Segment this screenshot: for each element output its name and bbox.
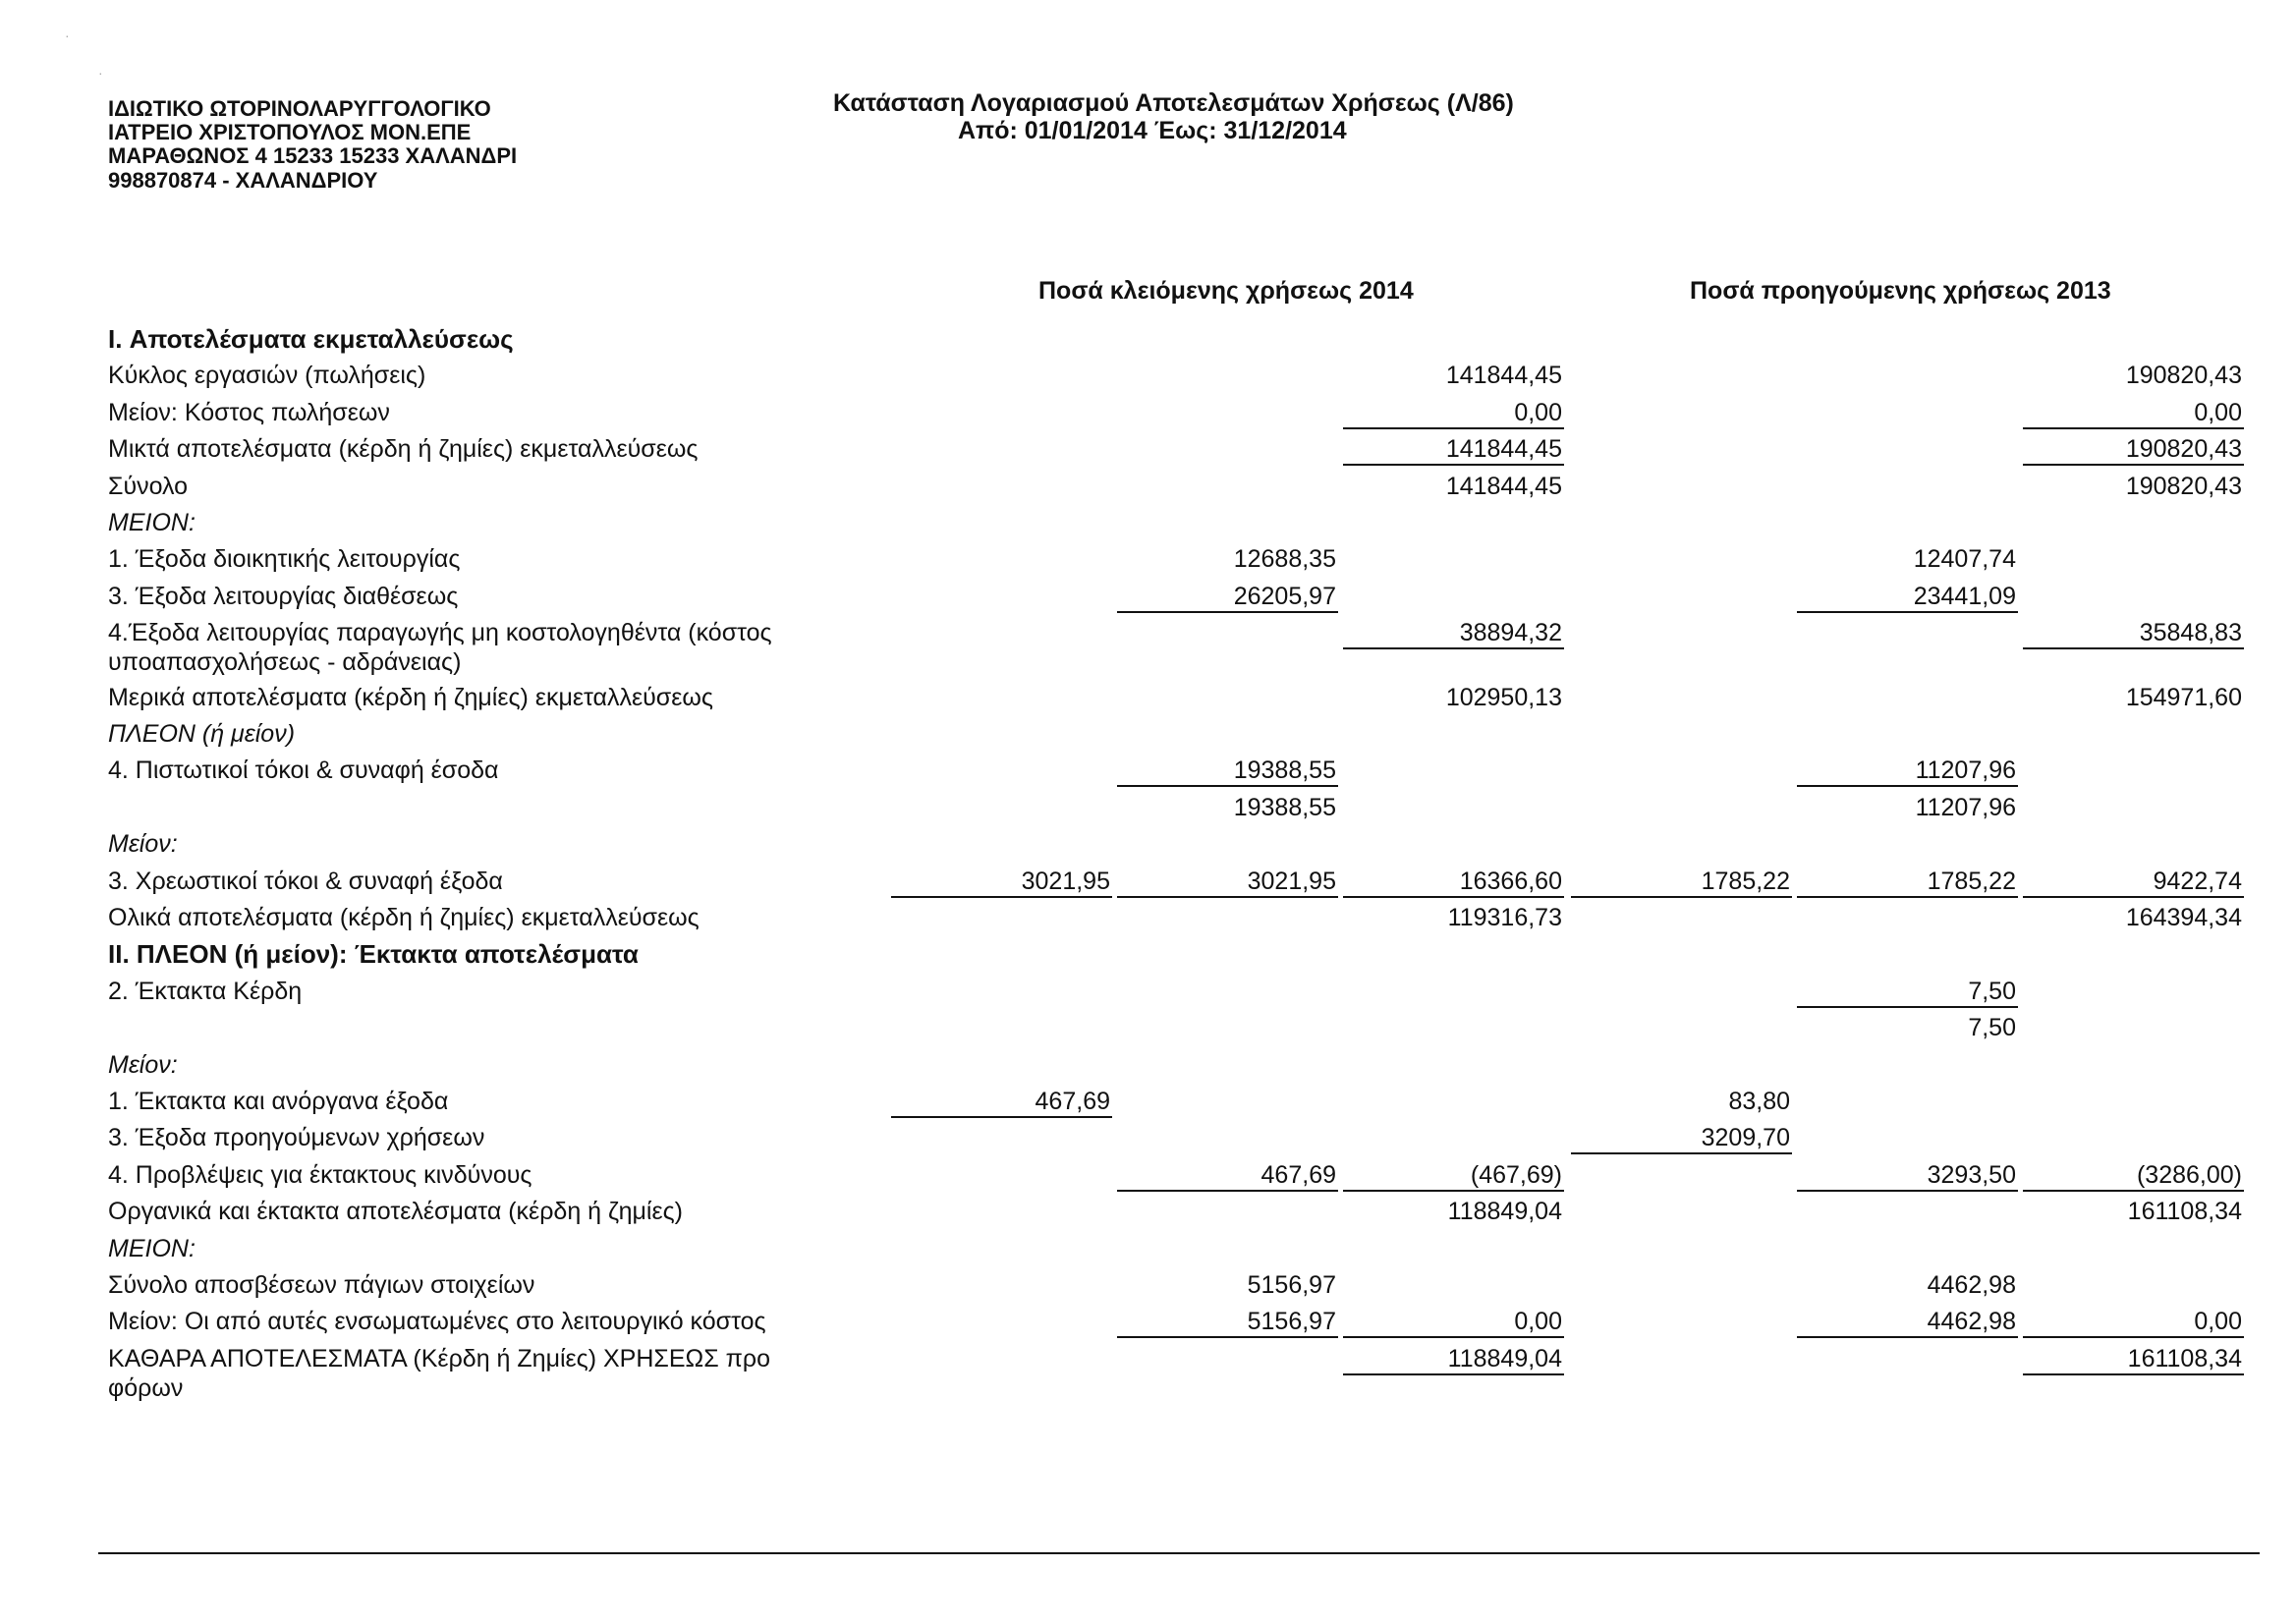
row-label: Μείον: [108, 830, 178, 859]
amount-cell: 119316,73 [1447, 904, 1562, 932]
amount-cell: 161108,34 [2127, 1198, 2242, 1226]
statement-row [0, 618, 2296, 677]
statement-row [0, 1344, 2296, 1402]
statement-row [0, 903, 2296, 939]
amount-cell: 141844,45 [1343, 434, 1564, 466]
statement-row [0, 1197, 2296, 1233]
statement-title: Κατάσταση Λογαριασμού Αποτελεσμάτων Χρήσεως (Λ/86) [833, 89, 1514, 117]
amount-cell: (467,69) [1343, 1160, 1564, 1192]
amount-cell: 1785,22 [1797, 867, 2018, 898]
statement-row [0, 793, 2296, 829]
amount-cell: 190820,43 [2125, 362, 2242, 390]
amount-cell: 118849,04 [1447, 1198, 1562, 1226]
statement-row [0, 1234, 2296, 1270]
section-heading: I. Αποτελέσματα εκμεταλλεύσεως [108, 324, 514, 354]
amount-cell: 26205,97 [1117, 582, 1338, 613]
statement-row [0, 1270, 2296, 1307]
row-label: 2. Έκτακτα Κέρδη [108, 977, 303, 1005]
amount-cell: 0,00 [2023, 398, 2244, 429]
statement-row [0, 683, 2296, 719]
amount-cell: 12688,35 [1233, 545, 1336, 574]
amount-cell: 102950,13 [1445, 683, 1562, 711]
row-label: ΚΑΘΑΡΑ ΑΠΟΤΕΛΕΣΜΑΤΑ (Κέρδη ή Ζημίες) ΧΡΗΣΕΩΣ προ φόρων [108, 1344, 770, 1402]
statement-row [0, 1087, 2296, 1123]
statement-row [0, 508, 2296, 544]
statement-row [0, 867, 2296, 903]
amount-cell: 0,00 [1343, 1307, 1564, 1338]
amount-cell: 16366,60 [1343, 867, 1564, 898]
statement-row [0, 939, 2296, 976]
amount-cell: 11207,96 [1797, 756, 2018, 787]
amount-cell: 154971,60 [2125, 683, 2242, 711]
row-label: Σύνολο [108, 472, 189, 500]
amount-cell: 11207,96 [1915, 793, 2016, 821]
amount-cell: 1785,22 [1571, 867, 1792, 898]
amount-cell: 19388,55 [1233, 793, 1336, 821]
amount-cell: 118849,04 [1343, 1344, 1564, 1375]
statement-row [0, 1013, 2296, 1049]
statement-row [0, 977, 2296, 1013]
statement-row [0, 398, 2296, 434]
scan-speck: · [65, 28, 70, 43]
amount-cell: 3293,50 [1797, 1160, 2018, 1192]
amount-cell: 467,69 [1117, 1160, 1338, 1192]
row-label: ΜΕΙΟΝ: [108, 1234, 196, 1262]
row-label: Ολικά αποτελέσματα (κέρδη ή ζημίες) εκμεταλλεύσεως [108, 904, 700, 932]
statement-row [0, 472, 2296, 508]
amount-cell: (3286,00) [2023, 1160, 2244, 1192]
row-label: 1. Έκτακτα και ανόργανα έξοδα [108, 1088, 449, 1116]
column-header-current-year: Ποσά κλειόμενης χρήσεως 2014 [1038, 277, 1414, 305]
amount-cell: 0,00 [2023, 1307, 2244, 1338]
row-label: 4.Έξοδα λειτουργίας παραγωγής μη κοστολογηθέντα (κόστος υποαπασχολήσεως - αδράνειας) [108, 619, 772, 677]
amount-cell: 5156,97 [1117, 1307, 1338, 1338]
amount-cell: 9422,74 [2023, 867, 2244, 898]
row-label: 3. Χρεωστικοί τόκοι & συναφή έξοδα [108, 867, 503, 895]
statement-row [0, 361, 2296, 397]
statement-row [0, 1160, 2296, 1197]
amount-cell: 164394,34 [2125, 904, 2242, 932]
statement-row [0, 544, 2296, 581]
row-label: ΠΛΕΟΝ (ή μείον) [108, 720, 296, 749]
amount-cell: 38894,32 [1343, 618, 1564, 649]
amount-cell: 5156,97 [1247, 1271, 1336, 1300]
amount-cell: 19388,55 [1117, 756, 1338, 787]
row-label: 3. Έξοδα λειτουργίας διαθέσεως [108, 582, 459, 610]
amount-cell: 7,50 [1797, 977, 2018, 1008]
row-label: 3. Έξοδα προηγούμενων χρήσεων [108, 1124, 485, 1152]
row-label: 4. Προβλέψεις για έκτακτους κινδύνους [108, 1160, 532, 1189]
amount-cell: 4462,98 [1797, 1307, 2018, 1338]
amount-cell: 190820,43 [2125, 472, 2242, 500]
amount-cell: 190820,43 [2023, 434, 2244, 466]
statement-row [0, 1050, 2296, 1087]
amount-cell: 3021,95 [1117, 867, 1338, 898]
statement-row [0, 1123, 2296, 1159]
footer-rule [98, 1552, 2260, 1554]
amount-cell: 3021,95 [891, 867, 1112, 898]
statement-period: Από: 01/01/2014 Έως: 31/12/2014 [958, 117, 1347, 144]
row-label: Μερικά αποτελέσματα (κέρδη ή ζημίες) εκμεταλλεύσεως [108, 683, 713, 711]
row-label: Οργανικά και έκτακτα αποτελέσματα (κέρδη ή ζημίες) [108, 1198, 683, 1226]
amount-cell: 83,80 [1728, 1088, 1790, 1116]
amount-cell: 467,69 [891, 1087, 1112, 1118]
row-label: ΜΕΙΟΝ: [108, 509, 196, 536]
statement-row [0, 719, 2296, 756]
row-label: Κύκλος εργασιών (πωλήσεις) [108, 362, 426, 390]
company-line-4: 998870874 - ΧΑΛΑΝΔΡΙΟΥ [108, 168, 378, 193]
row-label: Μείον: Κόστος πωλήσεων [108, 398, 390, 426]
statement-row [0, 756, 2296, 792]
amount-cell: 141844,45 [1445, 472, 1562, 500]
row-label: 4. Πιστωτικοί τόκοι & συναφή έσοδα [108, 756, 499, 785]
company-line-3: ΜΑΡΑΘΩΝΟΣ 4 15233 15233 ΧΑΛΑΝΔΡΙ [108, 143, 518, 168]
statement-row [0, 324, 2296, 361]
row-label: Μείον: [108, 1050, 178, 1079]
company-line-1: ΙΔΙΩΤΙΚΟ ΩΤΟΡΙΝΟΛΑΡΥΓΓΟΛΟΓΙΚΟ [108, 96, 491, 121]
amount-cell: 0,00 [1343, 398, 1564, 429]
amount-cell: 4462,98 [1927, 1271, 2016, 1300]
amount-cell: 23441,09 [1797, 582, 2018, 613]
row-label: 1. Έξοδα διοικητικής λειτουργίας [108, 545, 461, 574]
row-label: Σύνολο αποσβέσεων πάγιων στοιχείων [108, 1271, 535, 1300]
amount-cell: 161108,34 [2023, 1344, 2244, 1375]
amount-cell: 3209,70 [1571, 1123, 1792, 1154]
row-label: Μείον: Οι από αυτές ενσωματωμένες στο λειτουργικό κόστος [108, 1308, 766, 1336]
amount-cell: 141844,45 [1445, 362, 1562, 390]
statement-row [0, 582, 2296, 618]
statement-row [0, 829, 2296, 866]
scan-speck: · [98, 65, 103, 81]
row-label: Μικτά αποτελέσματα (κέρδη ή ζημίες) εκμεταλλεύσεως [108, 435, 699, 464]
section-heading: II. ΠΛΕΟΝ (ή μείον): Έκτακτα αποτελέσματα [108, 939, 639, 970]
column-header-previous-year: Ποσά προηγούμενης χρήσεως 2013 [1690, 277, 2111, 305]
amount-cell: 12407,74 [1913, 545, 2016, 574]
statement-row [0, 434, 2296, 471]
amount-cell: 35848,83 [2023, 618, 2244, 649]
statement-row [0, 1307, 2296, 1343]
amount-cell: 7,50 [1968, 1014, 2016, 1042]
company-line-2: ΙΑΤΡΕΙΟ ΧΡΙΣΤΟΠΟΥΛΟΣ ΜΟΝ.ΕΠΕ [108, 120, 472, 144]
